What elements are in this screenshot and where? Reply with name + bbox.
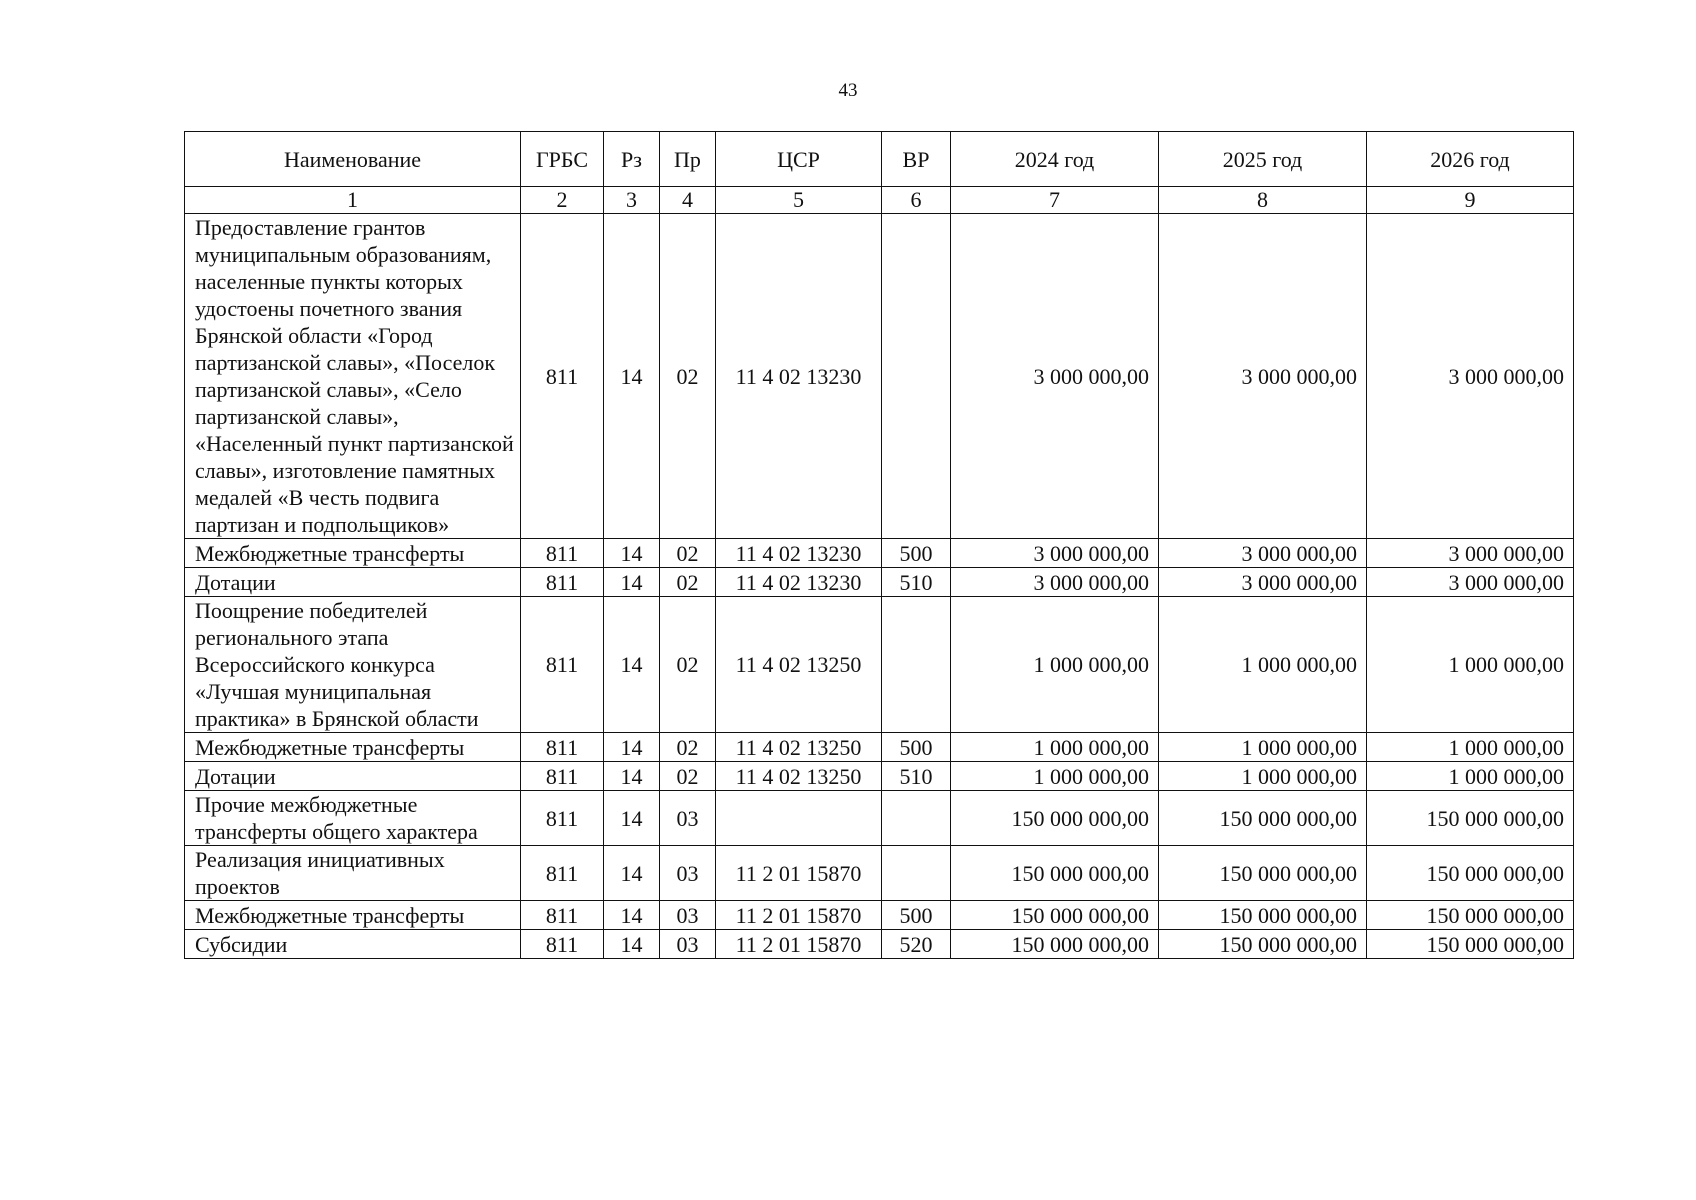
- row-grbs: 811: [521, 214, 604, 539]
- column-number: 4: [660, 187, 716, 214]
- row-name: Реализация инициативных проектов: [185, 846, 521, 901]
- row-2025: 1 000 000,00: [1159, 597, 1367, 733]
- row-grbs: 811: [521, 846, 604, 901]
- row-pr: 03: [660, 930, 716, 959]
- row-2026: 150 000 000,00: [1367, 846, 1574, 901]
- table-row: [185, 930, 1574, 959]
- row-csr: 11 4 02 13230: [716, 214, 882, 539]
- row-2026: 3 000 000,00: [1367, 568, 1574, 597]
- row-2024: 1 000 000,00: [951, 597, 1159, 733]
- row-vr: [882, 791, 951, 846]
- row-vr: 520: [882, 930, 951, 959]
- row-name: Субсидии: [185, 930, 521, 959]
- header-pr: Пр: [660, 132, 716, 187]
- header-name: Наименование: [185, 132, 521, 187]
- row-grbs: 811: [521, 930, 604, 959]
- row-2025: 150 000 000,00: [1159, 791, 1367, 846]
- row-pr: 03: [660, 901, 716, 930]
- row-2026: 1 000 000,00: [1367, 762, 1574, 791]
- row-2024: 150 000 000,00: [951, 846, 1159, 901]
- page-number: 43: [838, 80, 858, 101]
- budget-table: [184, 131, 1574, 959]
- row-grbs: 811: [521, 901, 604, 930]
- row-2025: 150 000 000,00: [1159, 901, 1367, 930]
- row-2025: 1 000 000,00: [1159, 762, 1367, 791]
- row-rz: 14: [604, 930, 660, 959]
- row-2026: 3 000 000,00: [1367, 539, 1574, 568]
- row-rz: 14: [604, 539, 660, 568]
- table-row: [185, 733, 1574, 762]
- table-row: [185, 539, 1574, 568]
- table-row: [185, 568, 1574, 597]
- row-2026: 150 000 000,00: [1367, 930, 1574, 959]
- row-csr: 11 4 02 13250: [716, 597, 882, 733]
- row-name: Межбюджетные трансферты: [185, 901, 521, 930]
- row-rz: 14: [604, 762, 660, 791]
- row-rz: 14: [604, 846, 660, 901]
- row-2024: 3 000 000,00: [951, 568, 1159, 597]
- row-2026: 1 000 000,00: [1367, 733, 1574, 762]
- row-rz: 14: [604, 214, 660, 539]
- header-csr: ЦСР: [716, 132, 882, 187]
- column-number: 2: [521, 187, 604, 214]
- row-vr: 510: [882, 762, 951, 791]
- column-number: 6: [882, 187, 951, 214]
- table-row: [185, 214, 1574, 539]
- row-2026: 150 000 000,00: [1367, 791, 1574, 846]
- row-grbs: 811: [521, 733, 604, 762]
- row-2024: 3 000 000,00: [951, 539, 1159, 568]
- table-row: [185, 846, 1574, 901]
- row-pr: 02: [660, 214, 716, 539]
- column-number: 7: [951, 187, 1159, 214]
- row-csr: 11 4 02 13250: [716, 762, 882, 791]
- row-2025: 150 000 000,00: [1159, 930, 1367, 959]
- row-name: Межбюджетные трансферты: [185, 733, 521, 762]
- row-rz: 14: [604, 733, 660, 762]
- row-rz: 14: [604, 597, 660, 733]
- row-2026: 1 000 000,00: [1367, 597, 1574, 733]
- row-rz: 14: [604, 901, 660, 930]
- header-rz: Рз: [604, 132, 660, 187]
- column-number: 8: [1159, 187, 1367, 214]
- row-csr: 11 4 02 13230: [716, 568, 882, 597]
- header-2024: 2024 год: [951, 132, 1159, 187]
- row-csr: 11 2 01 15870: [716, 846, 882, 901]
- row-name: Межбюджетные трансферты: [185, 539, 521, 568]
- row-name: Дотации: [185, 568, 521, 597]
- row-csr: [716, 791, 882, 846]
- row-pr: 03: [660, 846, 716, 901]
- row-pr: 03: [660, 791, 716, 846]
- row-vr: 500: [882, 539, 951, 568]
- row-name: Прочие межбюджетные трансферты общего характера: [185, 791, 521, 846]
- row-rz: 14: [604, 568, 660, 597]
- row-csr: 11 2 01 15870: [716, 930, 882, 959]
- row-name: Поощрение победителей регионального этапа Всероссийского конкурса «Лучшая муниципальная практика» в Брянской области: [185, 597, 521, 733]
- column-number: 3: [604, 187, 660, 214]
- table-row: [185, 762, 1574, 791]
- row-rz: 14: [604, 791, 660, 846]
- row-grbs: 811: [521, 539, 604, 568]
- row-2024: 150 000 000,00: [951, 901, 1159, 930]
- row-2026: 3 000 000,00: [1367, 214, 1574, 539]
- row-2024: 3 000 000,00: [951, 214, 1159, 539]
- row-csr: 11 4 02 13230: [716, 539, 882, 568]
- row-2024: 150 000 000,00: [951, 930, 1159, 959]
- row-2026: 150 000 000,00: [1367, 901, 1574, 930]
- row-2024: 150 000 000,00: [951, 791, 1159, 846]
- row-pr: 02: [660, 597, 716, 733]
- row-name: Дотации: [185, 762, 521, 791]
- row-pr: 02: [660, 568, 716, 597]
- table-row: [185, 901, 1574, 930]
- row-2025: 3 000 000,00: [1159, 568, 1367, 597]
- header-row: [185, 132, 1574, 187]
- row-pr: 02: [660, 539, 716, 568]
- row-2025: 150 000 000,00: [1159, 846, 1367, 901]
- column-number: 9: [1367, 187, 1574, 214]
- row-2024: 1 000 000,00: [951, 762, 1159, 791]
- row-2024: 1 000 000,00: [951, 733, 1159, 762]
- row-2025: 3 000 000,00: [1159, 539, 1367, 568]
- row-name: Предоставление грантов муниципальным образованиям, населенные пункты которых удостоены почетного звания Брянской области «Город партизанской славы», «Поселок партизанской славы», «Село партизанской славы», «Населенный пункт партизанской славы», изготовление памятных медалей «В честь подвига партизан и подпольщиков»: [185, 214, 521, 539]
- row-pr: 02: [660, 762, 716, 791]
- row-2025: 1 000 000,00: [1159, 733, 1367, 762]
- row-vr: [882, 846, 951, 901]
- column-number: 1: [185, 187, 521, 214]
- row-grbs: 811: [521, 597, 604, 733]
- header-2026: 2026 год: [1367, 132, 1574, 187]
- row-pr: 02: [660, 733, 716, 762]
- row-grbs: 811: [521, 791, 604, 846]
- row-grbs: 811: [521, 568, 604, 597]
- row-vr: 500: [882, 901, 951, 930]
- header-vr: ВР: [882, 132, 951, 187]
- row-csr: 11 2 01 15870: [716, 901, 882, 930]
- row-vr: 510: [882, 568, 951, 597]
- table-row: [185, 597, 1574, 733]
- header-2025: 2025 год: [1159, 132, 1367, 187]
- column-number-row: [185, 187, 1574, 214]
- table-row: [185, 791, 1574, 846]
- row-2025: 3 000 000,00: [1159, 214, 1367, 539]
- row-grbs: 811: [521, 762, 604, 791]
- row-vr: 500: [882, 733, 951, 762]
- row-csr: 11 4 02 13250: [716, 733, 882, 762]
- column-number: 5: [716, 187, 882, 214]
- header-grbs: ГРБС: [521, 132, 604, 187]
- row-vr: [882, 597, 951, 733]
- row-vr: [882, 214, 951, 539]
